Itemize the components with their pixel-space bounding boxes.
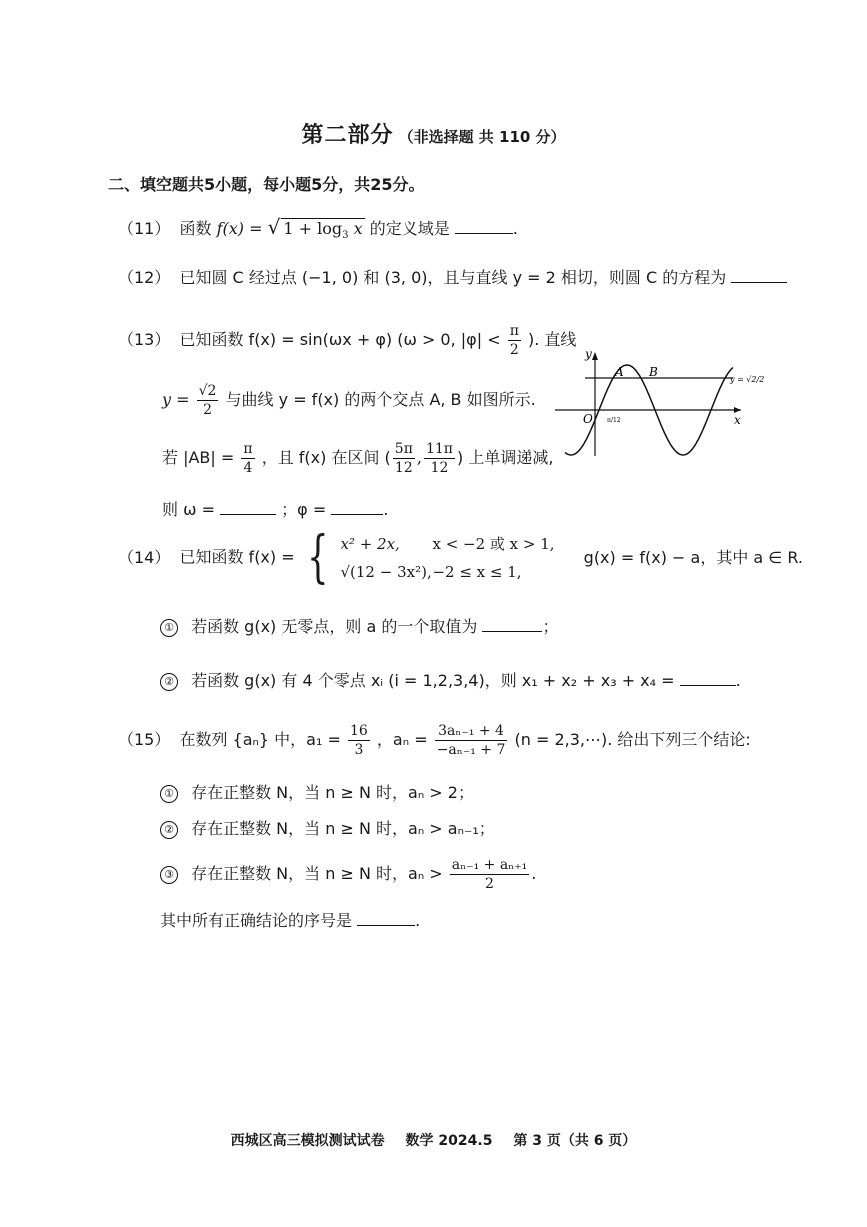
case-condition: −2 ≤ x ≤ 1, [432, 563, 522, 581]
answer-blank[interactable] [482, 630, 542, 632]
punctuation: . [383, 500, 389, 519]
question-13 [118, 322, 576, 359]
question-number: （12） [118, 268, 171, 287]
fraction [435, 722, 508, 759]
fraction [197, 382, 219, 419]
punctuation: , [416, 448, 422, 467]
question-text: 已知函数 f(x) = sin(ωx + φ) (ω > 0, |φ| < [179, 330, 501, 349]
sqrt-symbol: √ [267, 215, 281, 239]
case-expression: x² + 2x, [340, 535, 400, 553]
question-text: 的定义域是 [369, 219, 450, 238]
circled-number: ② [160, 673, 178, 691]
log-base: 3 [342, 230, 349, 242]
variable: x [353, 219, 363, 238]
punctuation: . [735, 671, 741, 690]
sine-graph [555, 347, 765, 460]
radicand [281, 218, 364, 241]
question-text: 若函数 g(x) 无零点，则 a 的一个取值为 [191, 617, 478, 636]
question-text: 与曲线 y = f(x) 的两个交点 A, B 如图所示. [225, 390, 536, 409]
question-text: 函数 [179, 219, 212, 238]
punctuation: . [531, 864, 537, 883]
question-14-part1 [160, 614, 558, 637]
conclusion-text: 存在正整数 N，当 n ≥ N 时，aₙ > aₙ₋₁； [191, 819, 495, 838]
circled-number: ③ [160, 866, 178, 884]
answer-blank[interactable] [455, 232, 513, 234]
question-text: ，aₙ = [376, 730, 428, 749]
conclusion-1 [160, 780, 474, 803]
circled-number: ① [160, 619, 178, 637]
answer-blank[interactable] [357, 924, 415, 926]
line-label: y = √2/2 [730, 375, 765, 384]
question-14-part2 [160, 668, 741, 691]
denominator: 2 [203, 402, 212, 418]
question-15-final [160, 908, 420, 931]
numerator: 3aₙ₋₁ + 4 [435, 722, 508, 741]
question-number: （15） [118, 730, 171, 749]
numerator: 11π [425, 441, 453, 457]
piecewise-cases [340, 530, 554, 586]
case-expression: √(12 − 3x²), [340, 563, 432, 581]
question-13-line4 [162, 497, 388, 520]
point-b-label: B [649, 365, 658, 379]
question-text: 其中所有正确结论的序号是 [160, 911, 353, 930]
question-text: (n = 2,3,⋯). 给出下列三个结论: [514, 730, 751, 749]
answer-blank-omega[interactable] [220, 513, 276, 515]
conclusion-text: 存在正整数 N，当 n ≥ N 时，aₙ > [191, 864, 443, 883]
y-axis-arrow [592, 352, 598, 360]
denominator: 4 [243, 460, 253, 476]
question-text: ；φ = [281, 500, 327, 519]
answer-blank[interactable] [731, 281, 787, 283]
answer-blank[interactable] [680, 684, 736, 686]
footer-page-number: 第 3 页（共 6 页） [513, 1133, 637, 1149]
fraction [450, 856, 529, 893]
question-14 [118, 525, 803, 590]
denominator: 12 [394, 460, 413, 476]
conclusion-text: 存在正整数 N，当 n ≥ N 时，aₙ > 2； [191, 783, 474, 802]
question-text: ，且 f(x) 在区间 ( [261, 448, 391, 467]
part-title-subtitle: （非选择题 共 110 分） [398, 128, 566, 146]
punctuation: . [415, 911, 421, 930]
answer-blank-phi[interactable] [331, 513, 383, 515]
radicand-text: 1 + log [283, 219, 343, 238]
conclusion-3 [160, 856, 536, 893]
numerator: π [243, 441, 253, 457]
tick-label: π/12 [607, 417, 621, 424]
question-15 [118, 722, 751, 759]
question-text: 若 |AB| = [162, 448, 235, 467]
numerator: 5π [394, 441, 413, 457]
page-footer [0, 1130, 867, 1150]
numerator: √2 [198, 383, 217, 399]
circled-number: ② [160, 821, 178, 839]
denominator: 3 [354, 742, 364, 758]
origin-label: O [583, 412, 593, 426]
question-11 [118, 215, 518, 241]
part-title [0, 118, 867, 149]
math-expression: y = [162, 390, 190, 409]
question-text: ) 上单调递减, [457, 448, 554, 467]
denominator: 12 [430, 460, 449, 476]
denominator: −aₙ₋₁ + 7 [436, 742, 506, 758]
left-brace: { [306, 525, 329, 590]
question-text: 已知圆 C 经过点 (−1, 0) 和 (3, 0)，且与直线 y = 2 相切，则圆 C 的方程为 [179, 268, 727, 287]
footer-school: 西城区高三模拟测试试卷 [230, 1133, 385, 1149]
circled-number: ① [160, 785, 178, 803]
case-row [340, 530, 554, 558]
numerator: π [509, 323, 519, 339]
question-text: 已知函数 f(x) = [179, 547, 295, 567]
question-12 [118, 265, 787, 288]
fraction [241, 440, 254, 477]
numerator: 16 [350, 723, 368, 739]
denominator: 2 [485, 876, 494, 892]
punctuation: ； [542, 617, 559, 636]
question-number: （13） [118, 330, 171, 349]
math-expression: f(x) = [216, 219, 263, 238]
question-text: 在数列 {aₙ} 中，a₁ = [179, 730, 341, 749]
question-number: （14） [118, 547, 171, 567]
conclusion-2 [160, 816, 495, 839]
y-axis-label: y [585, 347, 592, 361]
denominator: 2 [509, 342, 519, 358]
fraction [393, 440, 415, 477]
numerator: aₙ₋₁ + aₙ₊₁ [451, 857, 528, 873]
question-number: （11） [118, 219, 171, 238]
point-a-label: A [615, 365, 624, 379]
question-text: 则 ω = [162, 500, 215, 519]
case-condition: x < −2 或 x > 1, [432, 535, 555, 553]
fraction [348, 722, 370, 759]
question-text: g(x) = f(x) − a，其中 a ∈ R. [583, 547, 803, 567]
fraction [424, 440, 455, 477]
x-axis-label: x [734, 413, 741, 427]
question-13-line2 [162, 382, 536, 419]
question-13-line3 [162, 440, 553, 477]
footer-subject: 数学 2024.5 [405, 1133, 493, 1149]
case-row [340, 558, 554, 586]
part-title-main: 第二部分 [301, 123, 394, 148]
question-text: 若函数 g(x) 有 4 个零点 xᵢ (i = 1,2,3,4)，则 x₁ + x₂ + x₃ + x₄ = [191, 671, 675, 690]
punctuation: . [512, 219, 518, 238]
section-heading: 二、填空题共5小题，每小题5分，共25分。 [108, 175, 425, 194]
fraction [508, 322, 521, 359]
question-text: ). 直线 [528, 330, 577, 349]
